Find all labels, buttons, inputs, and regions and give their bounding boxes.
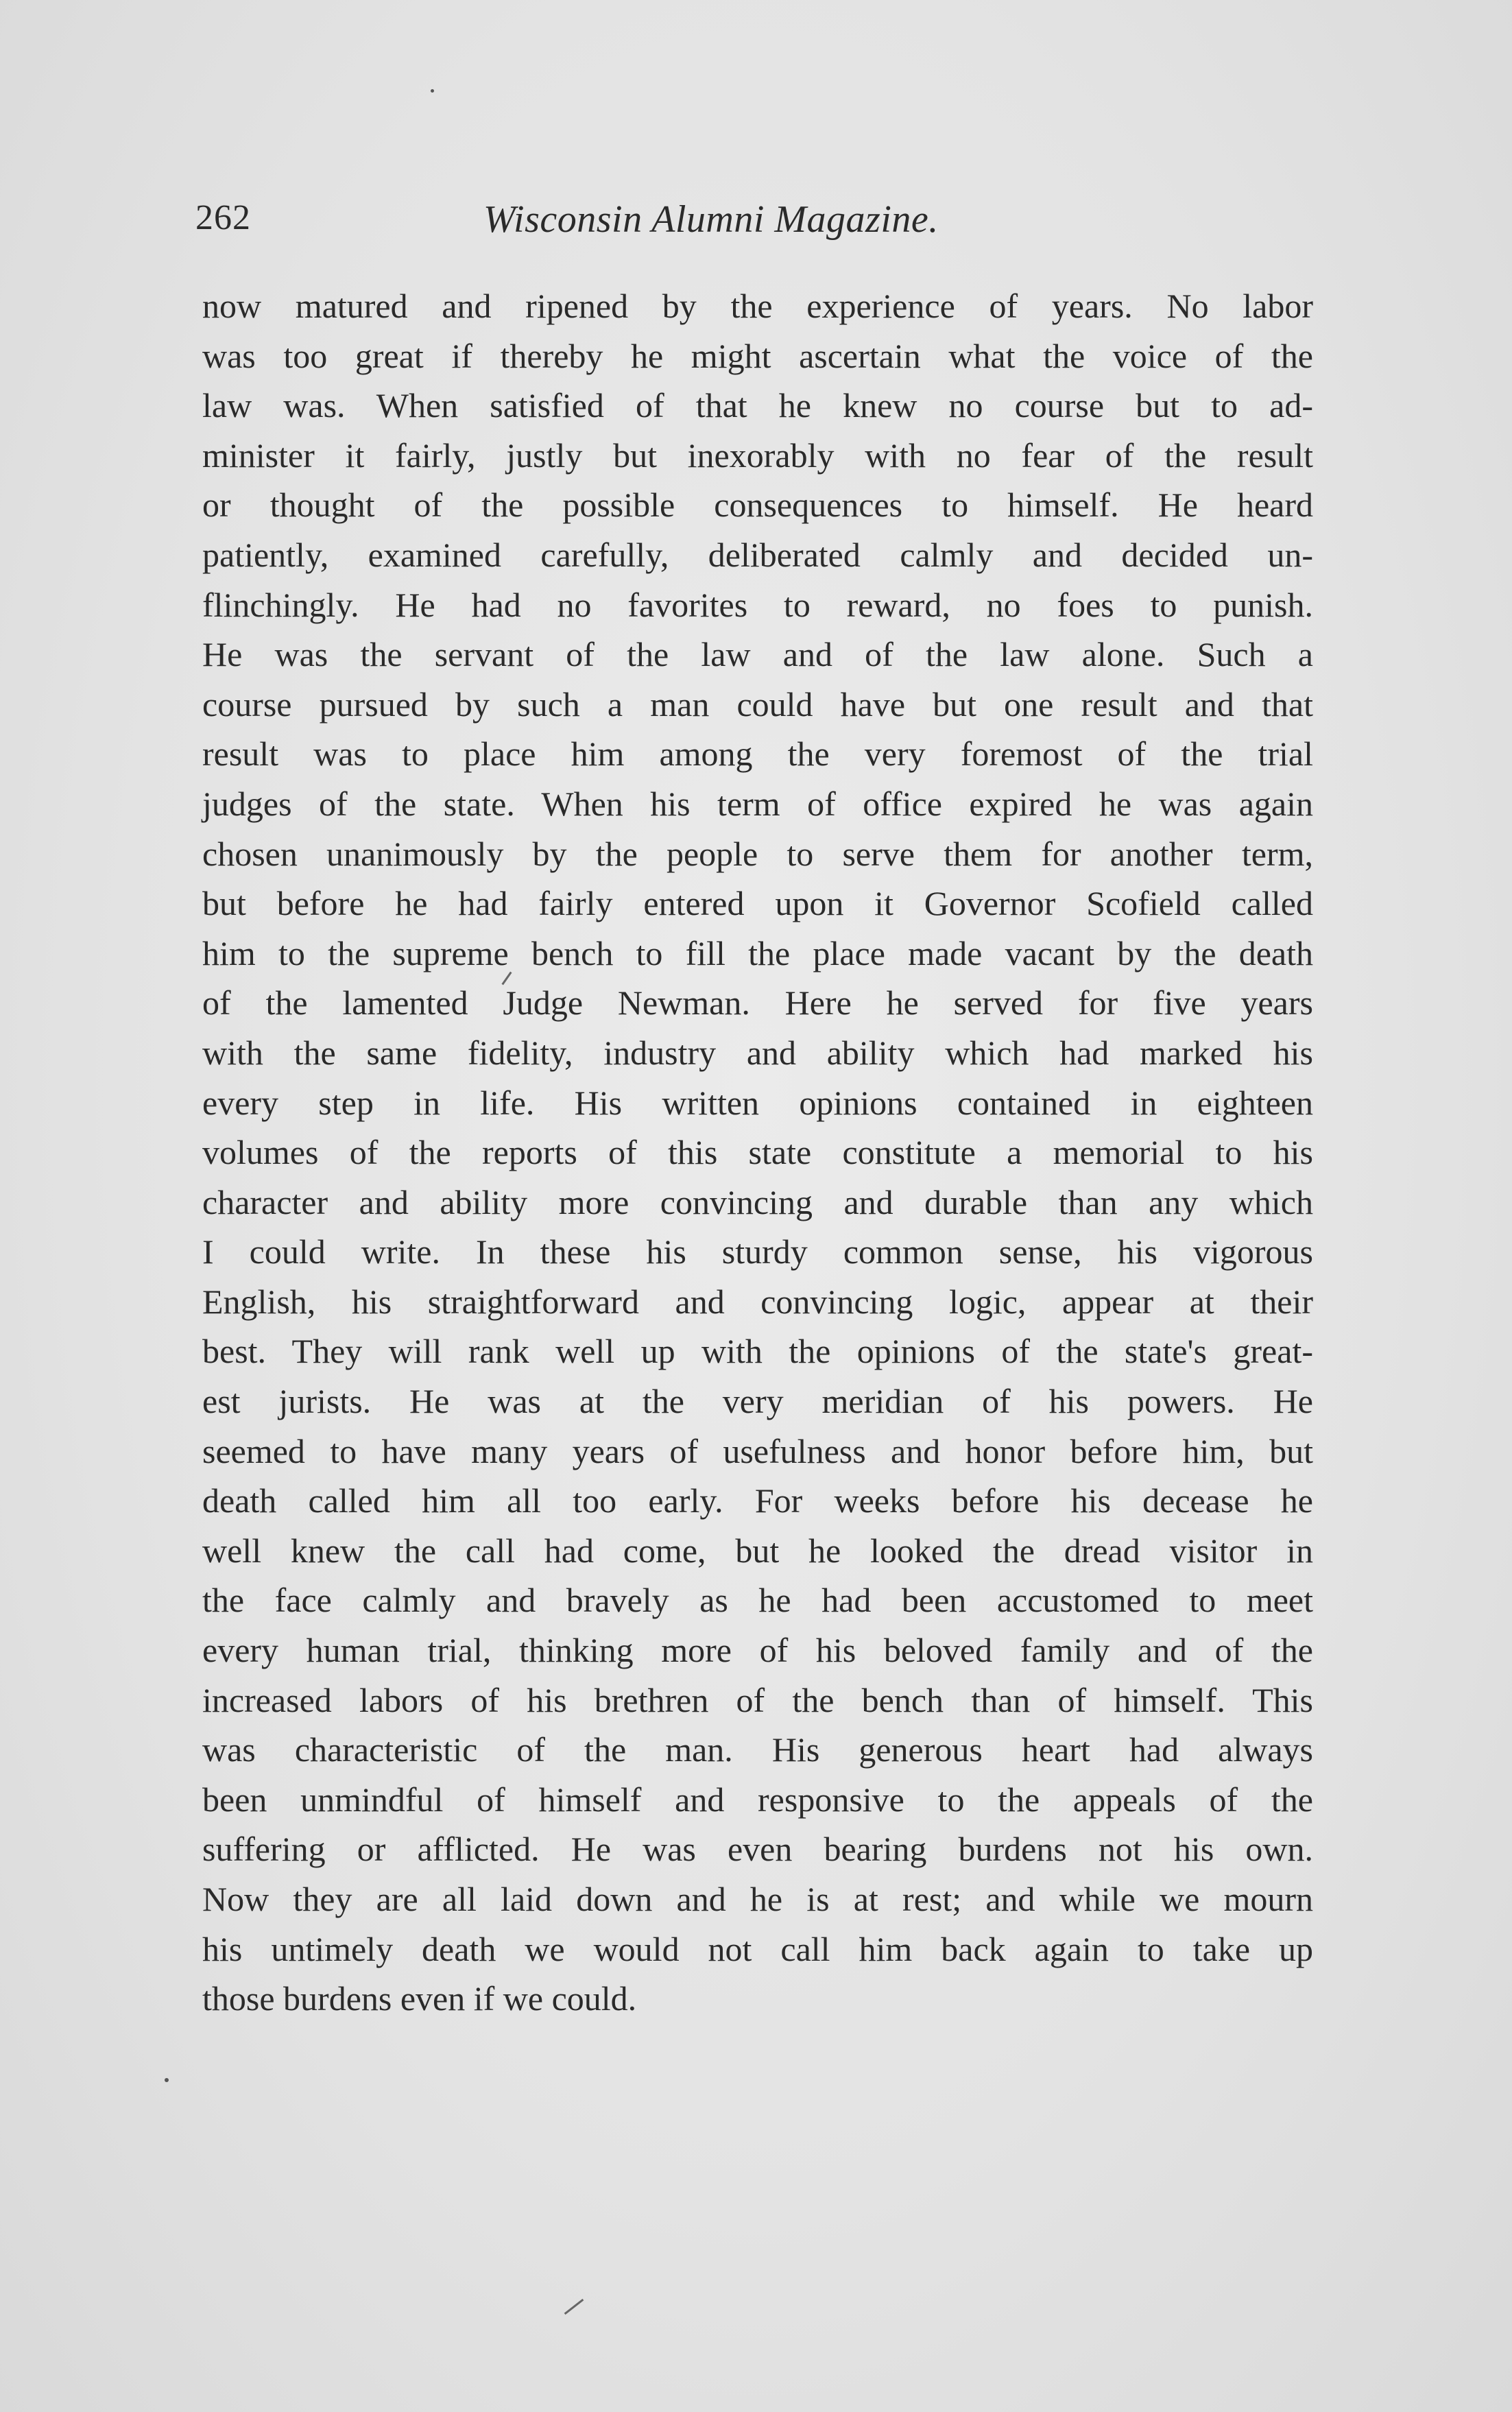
text-line: minister it fairly, justly but inexorably with no fear of the result bbox=[202, 435, 1313, 475]
text-line: course pursued by such a man could have but one result and that bbox=[202, 684, 1313, 724]
text-line: I could write. In these his sturdy common sense, his vigorous bbox=[202, 1232, 1313, 1271]
text-line: increased labors of his brethren of the bench than of himself. This bbox=[202, 1680, 1313, 1719]
text-line: est jurists. He was at the very meridian of his powers. He bbox=[202, 1382, 1313, 1421]
text-line: those burdens even if we could. bbox=[202, 1979, 637, 2018]
text-line: been unmindful of himself and responsive to the appeals of the bbox=[202, 1780, 1313, 1819]
text-line: character and ability more convincing and durable than any which bbox=[202, 1182, 1313, 1221]
text-line: now matured and ripened by the experience of years. No labor bbox=[202, 287, 1313, 325]
text-line: chosen unanimously by the people to serve them for another term, bbox=[202, 834, 1313, 873]
scan-speck bbox=[431, 89, 434, 93]
body-text bbox=[202, 281, 1313, 2024]
text-line: him to the supreme bench to fill the place made vacant by the death bbox=[202, 933, 1313, 972]
text-line: best. They will rank well up with the opinions of the state's great- bbox=[202, 1332, 1313, 1371]
text-line: suffering or afflicted. He was even bearing burdens not his own. bbox=[202, 1830, 1313, 1869]
scan-speck bbox=[165, 2078, 169, 2082]
text-line: English, his straightforward and convincing logic, appear at their bbox=[202, 1282, 1313, 1321]
running-head: Wisconsin Alumni Magazine. bbox=[483, 198, 939, 241]
text-line: or thought of the possible consequences to himself. He heard bbox=[202, 486, 1313, 525]
text-line: his untimely death we would not call him back again to take up bbox=[202, 1929, 1313, 1968]
text-line: Now they are all laid down and he is at rest; and while we mourn bbox=[202, 1880, 1313, 1918]
text-line: law was. When satisfied of that he knew no course but to ad- bbox=[202, 386, 1313, 425]
text-line: He was the servant of the law and of the law alone. Such a bbox=[202, 635, 1313, 674]
text-line: seemed to have many years of usefulness and honor before him, but bbox=[202, 1431, 1313, 1470]
text-line: result was to place him among the very foremost of the trial bbox=[202, 735, 1313, 774]
text-line: well knew the call had come, but he looked the dread visitor in bbox=[202, 1531, 1313, 1570]
text-line: but before he had fairly entered upon it Governor Scofield called bbox=[202, 884, 1313, 923]
text-line: every human trial, thinking more of his beloved family and of the bbox=[202, 1631, 1313, 1670]
text-line: volumes of the reports of this state constitute a memorial to his bbox=[202, 1133, 1313, 1172]
page-number: 262 bbox=[195, 198, 251, 237]
text-line: death called him all too early. For weeks before his decease he bbox=[202, 1481, 1313, 1520]
text-line: of the lamented Judge Newman. Here he served for five years bbox=[202, 983, 1313, 1023]
page-header bbox=[195, 198, 1320, 252]
text-line: was too great if thereby he might ascertain what the voice of the bbox=[202, 336, 1313, 375]
text-line: flinchingly. He had no favorites to reward, no foes to punish. bbox=[202, 585, 1313, 624]
text-line: was characteristic of the man. His generous heart had always bbox=[202, 1730, 1313, 1769]
text-line: the face calmly and bravely as he had been accustomed to meet bbox=[202, 1581, 1313, 1620]
text-line: judges of the state. When his term of office expired he was again bbox=[202, 784, 1313, 823]
text-line: every step in life. His written opinions contained in eighteen bbox=[202, 1083, 1313, 1122]
text-line: patiently, examined carefully, deliberated calmly and decided un- bbox=[202, 535, 1313, 574]
text-line: with the same fidelity, industry and ability which had marked his bbox=[202, 1033, 1313, 1072]
scan-mark bbox=[564, 2299, 584, 2315]
